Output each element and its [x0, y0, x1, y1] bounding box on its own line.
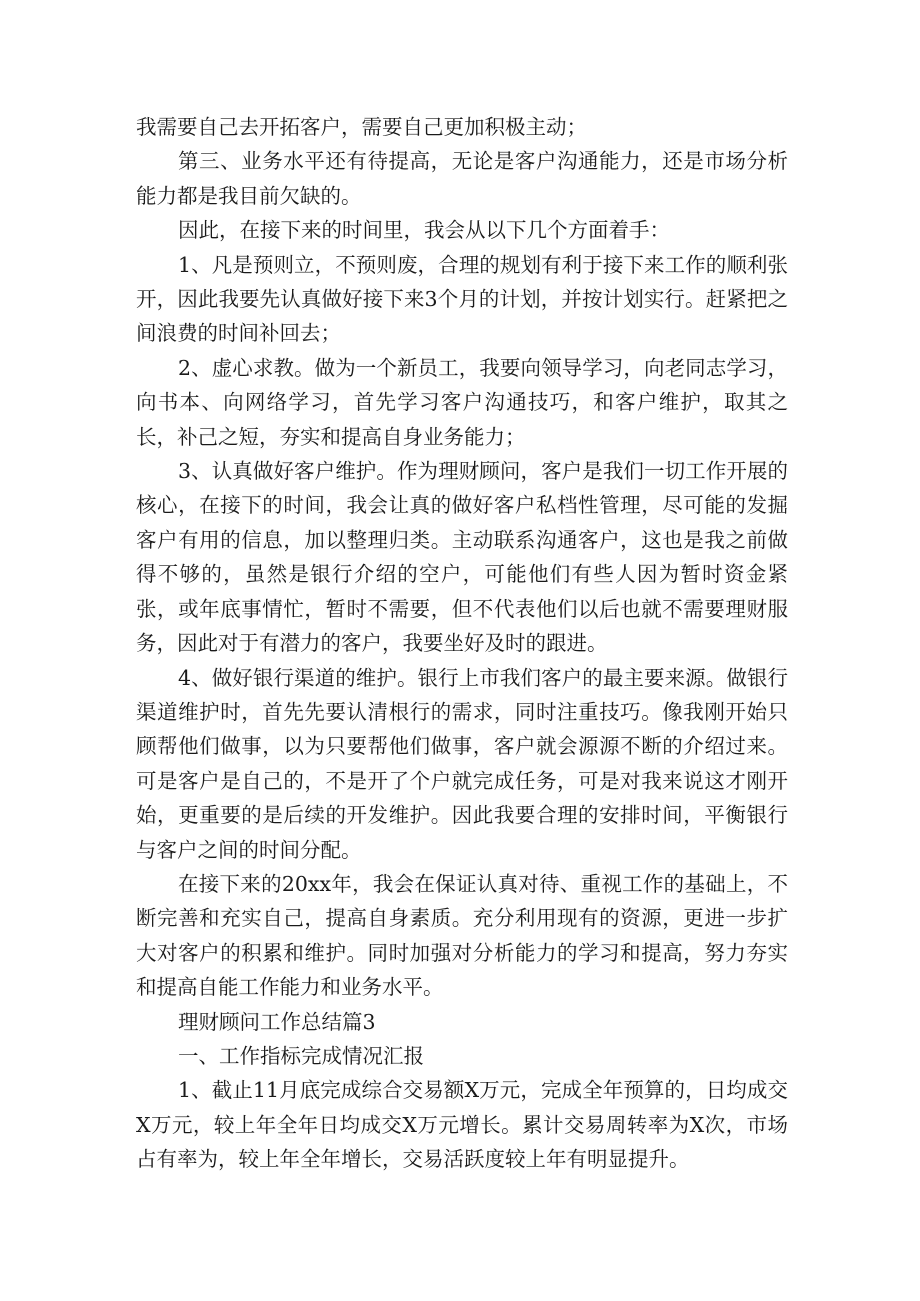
- section-heading: 一、工作指标完成情况汇报: [178, 1043, 424, 1068]
- paragraph-point-three: 第三、业务水平还有待提高，无论是客户沟通能力，还是市场分析能力都是我目前欠缺的。: [136, 149, 788, 208]
- document-body: [136, 110, 788, 1177]
- paragraph-outlook: 在接下来的20xx年，我会在保证认真对待、重视工作的基础上，不断完善和充实自己，提高自身素质。充分利用现有的资源，更进一步扩大对客户的积累和维护。同时加强对分析能力的学习和提高，努力夯实和提高自能工作能力和业务水平。: [136, 871, 788, 1000]
- paragraph-indicator-item-1: 1、截止11月底完成综合交易额X万元，完成全年预算的，日均成交X万元，较上年全年日均成交X万元增长。累计交易周转率为X次，市场占有率为，较上年全年增长，交易活跃度较上年有明显提升。: [136, 1078, 788, 1172]
- paragraph-plan-item-3: 3、认真做好客户维护。作为理财顾问，客户是我们一切工作开展的核心，在接下的时间，我会让真的做好客户私档性管理，尽可能的发掘客户有用的信息，加以整理归类。主动联系沟通客户，这也是我之前做得不够的，虽然是银行介绍的空户，可能他们有些人因为暂时资金紧张，或年底事情忙，暂时不需要，但不代表他们以后也就不需要理财服务，因此对于有潜力的客户，我要坐好及时的跟进。: [136, 459, 788, 656]
- section-title: 理财顾问工作总结篇3: [178, 1009, 376, 1034]
- paragraph-plan-item-1: 1、凡是预则立，不预则废，合理的规划有利于接下来工作的顺利张开，因此我要先认真做好接下来3个月的计划，并按计划实行。赶紧把之间浪费的时间补回去；: [136, 252, 788, 346]
- paragraph-plan-item-4: 4、做好银行渠道的维护。银行上市我们客户的最主要来源。做银行渠道维护时，首先先要认清根行的需求，同时注重技巧。像我刚开始只顾帮他们做事，以为只要帮他们做事，客户就会源源不断的介绍过来。可是客户是自己的，不是开了个户就完成任务，可是对我来说这才刚开始，更重要的是后续的开发维护。因此我要合理的安排时间，平衡银行与客户之间的时间分配。: [136, 665, 788, 862]
- paragraph-transition: 因此，在接下来的时间里，我会从以下几个方面着手：: [178, 218, 670, 243]
- paragraph-continuation: 我需要自己去开拓客户，需要自己更加积极主动；: [136, 115, 587, 139]
- paragraph-plan-item-2: 2、虚心求教。做为一个新员工，我要向领导学习，向老同志学习，向书本、向网络学习，首先学习客户沟通技巧，和客户维护，取其之长，补己之短，夯实和提高自身业务能力；: [136, 355, 788, 449]
